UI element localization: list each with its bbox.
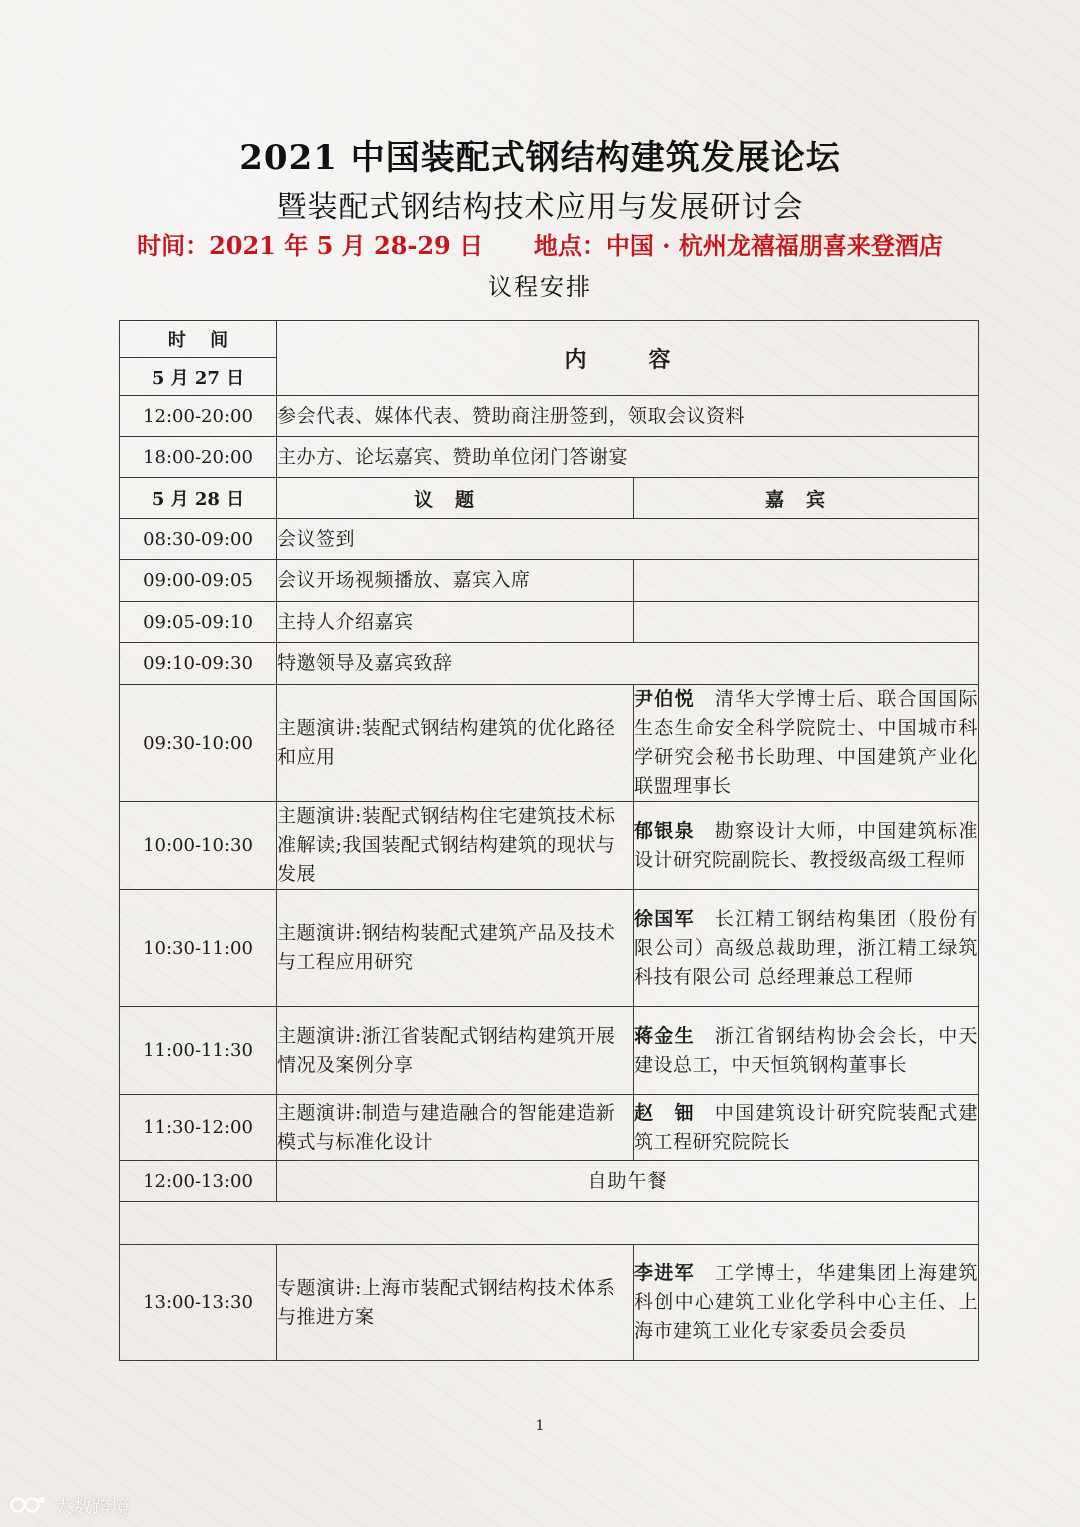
row-time: 12:00-20:00 [120, 396, 277, 437]
guest-name: 赵 钿 [634, 1101, 695, 1124]
row-topic: 主题演讲:制造与建造融合的智能建造新模式与标准化设计 [277, 1095, 634, 1161]
col-content-header: 内 容 [277, 321, 979, 396]
row-topic: 主题演讲:浙江省装配式钢结构建筑开展情况及案例分享 [277, 1007, 634, 1095]
row-guest [634, 560, 979, 602]
guest-desc: 清华大学博士后、联合国国际生态生命安全科学院院士、中国城市科学研究会秘书长助理、中国建筑产业化联盟理事长 [634, 688, 979, 797]
row-topic: 专题演讲:上海市装配式钢结构技术体系与推进方案 [277, 1245, 634, 1361]
row-content: 参会代表、媒体代表、赞助商注册签到，领取会议资料 [277, 396, 979, 437]
blank-cell [120, 1202, 979, 1245]
guest-desc: 工学博士，华建集团上海建筑科创中心建筑工业化学科中心主任、上海市建筑工业化专家委员会委员 [634, 1262, 979, 1342]
guest-desc: 勘察设计大师，中国建筑标准设计研究院副院长、教授级高级工程师 [634, 819, 978, 871]
row-guest [634, 890, 979, 1007]
row-topic: 主题演讲:装配式钢结构住宅建筑技术标准解读;我国装配式钢结构建筑的现状与发展 [277, 802, 634, 890]
col-time-header: 时 间 [120, 321, 277, 358]
table-row [120, 802, 979, 890]
row-guest [634, 802, 979, 890]
page-title [0, 130, 1080, 179]
row-topic: 主题演讲:装配式钢结构建筑的优化路径和应用 [277, 685, 634, 802]
row-guest [634, 1095, 979, 1161]
lunch-row [120, 1161, 979, 1202]
table-row [120, 1245, 979, 1361]
row-time: 10:00-10:30 [120, 802, 277, 890]
row-topic: 会议开场视频播放、嘉宾入席 [277, 560, 634, 602]
guest-name: 徐国军 [634, 907, 695, 930]
row-topic: 特邀领导及嘉宾致辞 [277, 643, 979, 685]
col-guest-header: 嘉宾 [634, 478, 979, 519]
row-time: 10:30-11:00 [120, 890, 277, 1007]
watermark-logo-icon [10, 1494, 48, 1516]
row-guest [634, 1007, 979, 1095]
table-row [120, 685, 979, 802]
row-topic: 会议签到 [277, 519, 979, 560]
row-time: 13:00-13:30 [120, 1245, 277, 1361]
page-number: 1 [535, 1418, 545, 1434]
row-time: 08:30-09:00 [120, 519, 277, 560]
blank-row [120, 1202, 979, 1245]
lunch-label: 自助午餐 [277, 1161, 979, 1202]
table-row [120, 437, 979, 478]
table-row [120, 396, 979, 437]
event-meta [0, 226, 1080, 261]
row-time: 09:30-10:00 [120, 685, 277, 802]
row-content: 主办方、论坛嘉宾、赞助单位闭门答谢宴 [277, 437, 979, 478]
row-guest [634, 685, 979, 802]
row-time: 18:00-20:00 [120, 437, 277, 478]
agenda-title: 议程安排 [488, 273, 592, 301]
day2-header-row [120, 478, 979, 519]
table-row [120, 643, 979, 685]
guest-desc: 中国建筑设计研究院装配式建筑工程研究院院长 [634, 1101, 978, 1153]
row-topic: 主持人介绍嘉宾 [277, 602, 634, 643]
guest-name: 尹伯悦 [634, 688, 695, 710]
row-guest [634, 602, 979, 643]
row-topic: 主题演讲:钢结构装配式建筑产品及技术与工程应用研究 [277, 890, 634, 1007]
watermark-text: 大数跨境 [54, 1495, 131, 1518]
table-row [120, 602, 979, 643]
page-subtitle: 暨装配式钢结构技术应用与发展研讨会 [276, 190, 804, 225]
table-row [120, 1007, 979, 1095]
table-row [120, 1095, 979, 1161]
row-time: 09:00-09:05 [120, 560, 277, 602]
row-time: 11:30-12:00 [120, 1095, 277, 1161]
row-time: 09:05-09:10 [120, 602, 277, 643]
table-row [120, 890, 979, 1007]
title-year: 2021 [239, 138, 338, 178]
guest-name: 蒋金生 [634, 1024, 695, 1047]
watermark [10, 1490, 130, 1520]
table-header-row [120, 321, 979, 358]
guest-desc: 浙江省钢结构协会会长，中天建设总工，中天恒筑钢构董事长 [634, 1024, 978, 1076]
event-place: 地点：中国 · 杭州龙禧福朋喜来登酒店 [533, 231, 943, 260]
title-main: 中国装配式钢结构建筑发展论坛 [350, 138, 841, 178]
row-time: 11:00-11:30 [120, 1007, 277, 1095]
lunch-time: 12:00-13:00 [120, 1161, 277, 1202]
event-time: 时间：2021 年 5 月 28-29 日 [137, 231, 484, 260]
table-row [120, 560, 979, 602]
agenda-table [119, 320, 979, 1361]
guest-name: 李进军 [634, 1262, 695, 1284]
guest-name: 郁银泉 [634, 819, 695, 842]
table-row [120, 519, 979, 560]
guest-desc: 长江精工钢结构集团（股份有限公司）高级总裁助理，浙江精工绿筑科技有限公司 总经理兼总工程师 [634, 907, 979, 988]
col-topic-header: 议题 [277, 478, 634, 519]
row-time: 09:10-09:30 [120, 643, 277, 685]
row-guest [634, 1245, 979, 1361]
day1-date: 5 月 27 日 [120, 358, 277, 396]
day2-date: 5 月 28 日 [120, 478, 277, 519]
